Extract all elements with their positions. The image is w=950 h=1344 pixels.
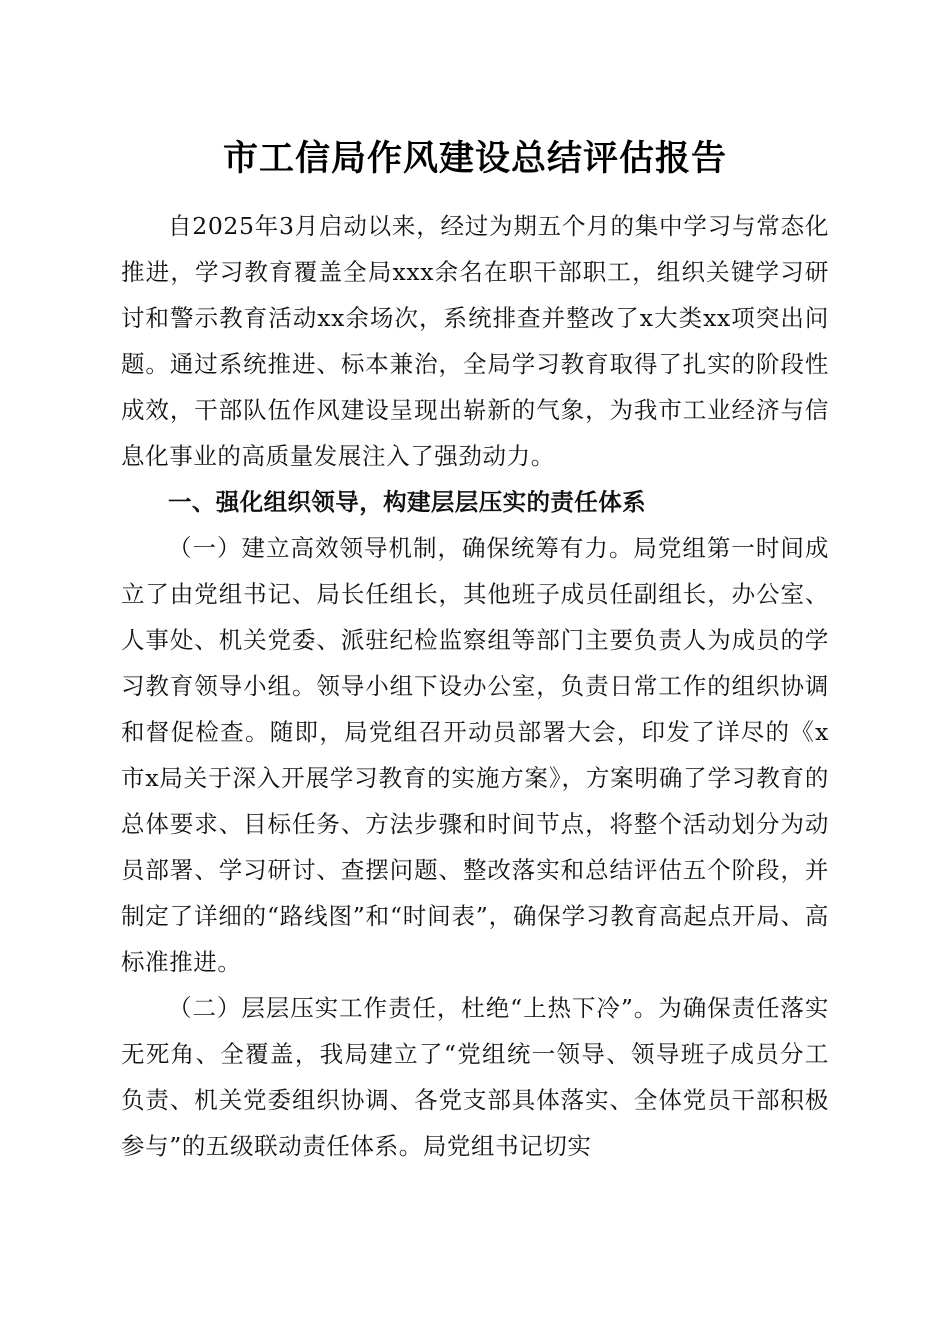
paragraph-subsection-1: [121, 525, 829, 985]
section-heading-1: 一、强化组织领导，构建层层压实的责任体系: [168, 488, 646, 516]
subsection-text-2: 为确保责任落实无死角、全覆盖，我局建立了“党组统一领导、领导班子成员分工负责、机关党委组织协调、各党支部具体落实、全体党员干部积极参与”的五级联动责任体系。局党组书记切实: [121, 994, 829, 1160]
subsection-lead-1: （一）建立高效领导机制，确保统筹有力。: [168, 534, 634, 562]
document-body: [121, 203, 829, 1169]
paragraph-subsection-2: [121, 985, 829, 1169]
document-title: 市工信局作风建设总结评估报告: [222, 138, 727, 179]
subsection-lead-2: （二）层层压实工作责任，杜绝“上热下冷”。: [168, 994, 659, 1022]
intro-paragraph: 自2025年3月启动以来，经过为期五个月的集中学习与常态化推进，学习教育覆盖全局xxx余名在职干部职工，组织关键学习研讨和警示教育活动xx余场次，系统排查并整改了x大类xx项突出问题。通过系统推进、标本兼治，全局学习教育取得了扎实的阶段性成效，干部队伍作风建设呈现出崭新的气象，为我市工业经济与信息化事业的高质量发展注入了强劲动力。: [121, 212, 829, 470]
subsection-text-1: 局党组第一时间成立了由党组书记、局长任组长，其他班子成员任副组长，办公室、人事处、机关党委、派驻纪检监察组等部门主要负责人为成员的学习教育领导小组。领导小组下设办公室，负责日常工作的组织协调和督促检查。随即，局党组召开动员部署大会，印发了详尽的《x市x局关于深入开展学习教育的实施方案》，方案明确了学习教育的总体要求、目标任务、方法步骤和时间节点，将整个活动划分为动员部署、学习研讨、查摆问题、整改落实和总结评估五个阶段，并制定了详细的“路线图”和“时间表”，确保学习教育高起点开局、高标准推进。: [121, 534, 829, 976]
